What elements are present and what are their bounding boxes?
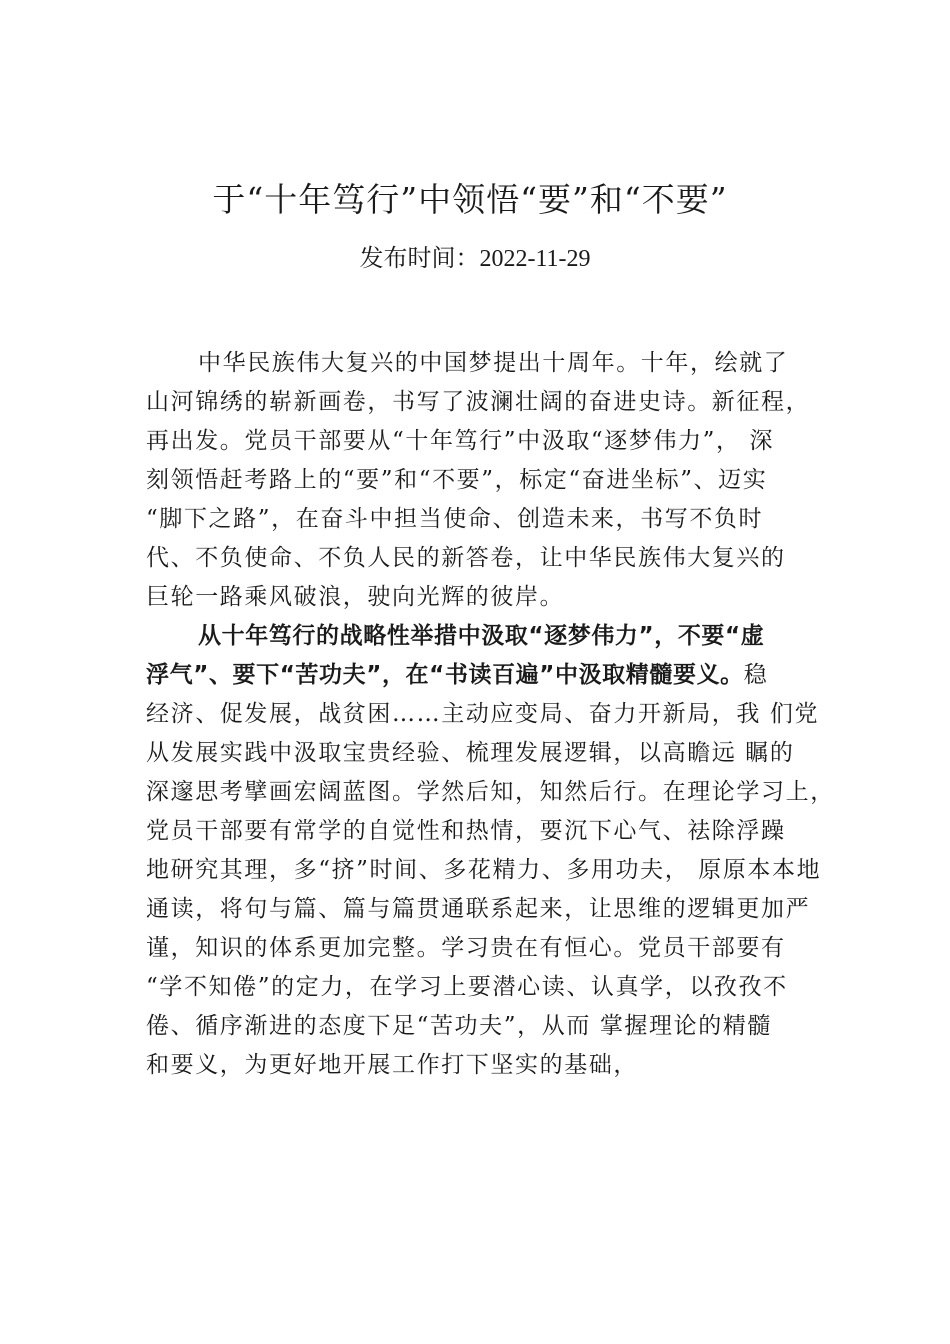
mixed-line [146,656,846,695]
paragraph-line: 再出发。党员干部要从“十年笃行”中汲取“逐梦伟力”， 深 [146,428,775,454]
bold-heading-line: 从十年笃行的战略性举措中汲取“逐梦伟力”，不要“虚 [198,623,765,649]
paragraph-line: “脚下之路”，在奋斗中担当使命、创造未来，书写不负时 [146,506,764,532]
publish-date-label: 发布时间： [359,244,480,272]
paragraph-line: 通读，将句与篇、篇与篇贯通联系起来，让思维的逻辑更加严 [146,896,811,922]
article-body [146,344,846,1085]
paragraph-line: 经济、促发展，战贫困……主动应变局、奋力开新局，我 们党 [146,701,820,727]
paragraph-line: 代、不负使命、不负人民的新答卷，让中华民族伟大复兴的 [146,545,786,571]
paragraph-line: 深邃思考擘画宏阔蓝图。学然后知，知然后行。在理论学习上， [146,779,835,805]
bold-heading-line: 浮气”、要下“苦功夫”，在“书读百遍”中汲取精髓要义。 [146,662,744,688]
paragraph-line: “学不知倦”的定力，在学习上要潜心读、认真学，以孜孜不 [146,974,788,1000]
paragraph-line: 谨，知识的体系更加完整。学习贵在有恒心。党员干部要有 [146,935,786,961]
paragraph-line: 山河锦绣的崭新画卷，书写了波澜壮阔的奋进史诗。新征程， [146,389,811,415]
paragraph-line: 刻领悟赶考路上的“要”和“不要”，标定“奋进坐标”、迈实 [146,467,768,493]
paragraph-line: 和要义，为更好地开展工作打下坚实的基础， [146,1052,638,1078]
paragraph-line: 倦、循序渐进的态度下足“苦功夫”，从而 掌握理论的精髓 [146,1013,773,1039]
paragraph-fragment: 稳 [743,662,769,688]
paragraph-line: 地研究其理，多“挤”时间、多花精力、多用功夫， 原原本本地 [146,857,822,883]
publish-date-value: 2022-11-29 [479,246,591,272]
publish-date [0,240,950,277]
paragraph-line: 巨轮一路乘风破浪，驶向光辉的彼岸。 [146,584,565,610]
paragraph-line: 从发展实践中汲取宝贵经验、梳理发展逻辑，以高瞻远 瞩的 [146,740,795,766]
paragraph-line: 中华民族伟大复兴的中国梦提出十周年。十年，绘就了 [198,350,789,376]
document-title: 于“十年笃行”中领悟“要”和“不要” [212,180,728,219]
paragraph-line: 党员干部要有常学的自觉性和热情，要沉下心气、祛除浮躁 [146,818,786,844]
